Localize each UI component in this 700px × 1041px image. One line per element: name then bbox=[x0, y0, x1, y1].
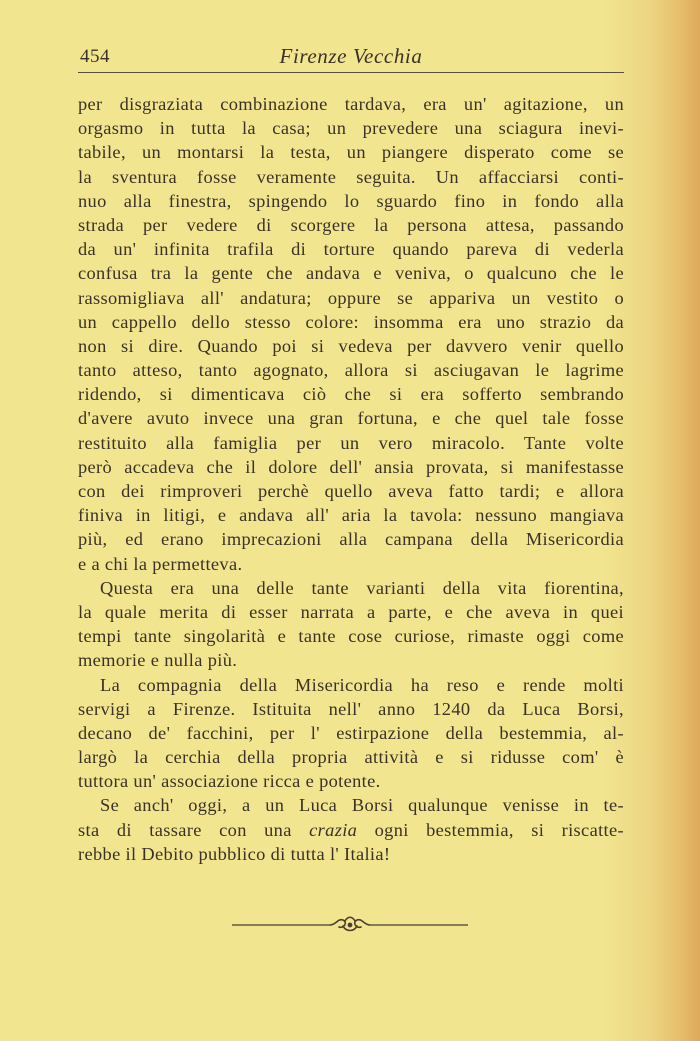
paragraph-3 bbox=[78, 673, 624, 794]
text-line: confusa tra la gente che andava e veniva, o qualcuno che le bbox=[78, 263, 624, 284]
text-line: tuttora un' associazione ricca e potente. bbox=[78, 771, 381, 792]
text-line: tanto atteso, tanto agognato, allora si asciugavan le lagrime bbox=[78, 360, 624, 381]
text-line: rebbe il Debito pubblico di tutta l' Italia! bbox=[78, 843, 391, 864]
book-page bbox=[78, 0, 624, 1041]
fleuron-icon bbox=[330, 917, 370, 930]
text-line: però accadeva che il dolore dell' ansia provata, si manifestasse bbox=[78, 456, 624, 477]
text-line: la sventura fosse veramente seguita. Un affacciarsi conti- bbox=[78, 166, 624, 187]
text-line bbox=[78, 818, 624, 842]
text-line: un cappello dello stesso colore: insomma era uno strazio da bbox=[78, 311, 624, 332]
text-line: La compagnia della Misericordia ha reso e rende molti bbox=[100, 674, 624, 695]
text-line: per disgraziata combinazione tardava, era un' agitazione, un bbox=[78, 94, 624, 114]
paragraph-1 bbox=[78, 92, 624, 576]
end-of-section-fleuron bbox=[232, 912, 468, 936]
text-line: non si dire. Quando poi si vedeva per davvero venir quello bbox=[78, 335, 624, 356]
text-line: Questa era una delle tante varianti della vita fiorentina, bbox=[100, 577, 624, 598]
text-line: memorie e nulla più. bbox=[78, 650, 238, 671]
italic-word: crazia bbox=[309, 819, 358, 840]
text-line: la quale merita di esser narrata a parte, e che aveva in quei bbox=[78, 601, 624, 622]
paragraph-2 bbox=[78, 576, 624, 673]
header-rule bbox=[78, 72, 624, 73]
text-line: finiva in litigi, e andava all' aria la tavola: nessuno mangiava bbox=[78, 505, 624, 526]
text-line: decano de' facchini, per l' estirpazione della bestemmia, al- bbox=[78, 722, 624, 743]
text-line: largò la cerchia della propria attività e si ridusse com' è bbox=[78, 747, 624, 768]
body-text bbox=[78, 92, 624, 866]
text-line: con dei rimproveri perchè quello aveva fatto tardi; e allora bbox=[78, 481, 624, 501]
page-number: 454 bbox=[80, 46, 110, 67]
text-line: restituito alla famiglia per un vero miracolo. Tante volte bbox=[78, 432, 624, 453]
running-title: Firenze Vecchia bbox=[279, 44, 423, 68]
text-segment: sta di tassare con una bbox=[78, 819, 310, 840]
page-header bbox=[78, 44, 624, 70]
text-line: e a chi la permetteva. bbox=[78, 553, 243, 574]
text-line: ridendo, si dimenticava ciò che si era sofferto sembrando bbox=[78, 384, 624, 405]
text-line: rassomigliava all' andatura; oppure se appariva un vestito o bbox=[78, 287, 624, 308]
text-line: Se anch' oggi, a un Luca Borsi qualunque venisse in te- bbox=[100, 795, 624, 816]
text-line: tempi tante singolarità e tante cose curiose, rimaste oggi come bbox=[78, 626, 624, 647]
text-line: d'avere avuto invece una gran fortuna, e che quel tale fosse bbox=[78, 408, 624, 429]
text-line: nuo alla finestra, spingendo lo sguardo fino in fondo alla bbox=[78, 190, 624, 211]
text-line: strada per vedere di scorgere la persona attesa, passando bbox=[78, 214, 624, 235]
text-line: più, ed erano imprecazioni alla campana della Misericordia bbox=[78, 529, 624, 550]
text-line: servigi a Firenze. Istituita nell' anno 1240 da Luca Borsi, bbox=[78, 698, 624, 719]
paragraph-4 bbox=[78, 793, 624, 866]
text-line: tabile, un montarsi la testa, un piangere disperato come se bbox=[78, 142, 624, 163]
text-segment: ogni bestemmia, si riscatte- bbox=[357, 819, 624, 840]
text-line: orgasmo in tutta la casa; un prevedere una sciagura inevi- bbox=[78, 118, 624, 139]
text-line: da un' infinita trafila di torture quando pareva di vederla bbox=[78, 239, 624, 260]
